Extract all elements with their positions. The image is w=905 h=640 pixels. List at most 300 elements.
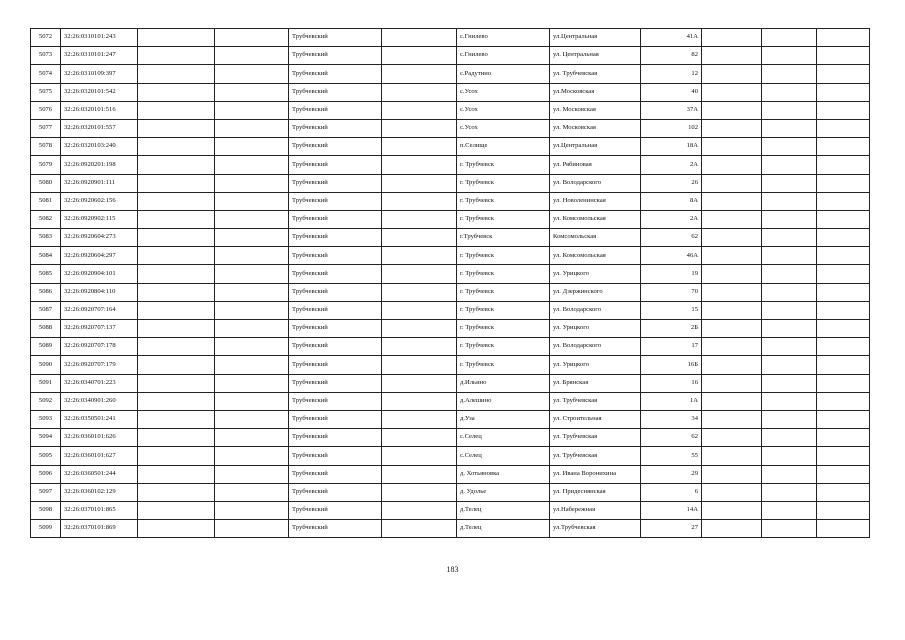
cell-empty xyxy=(762,447,817,465)
table-row xyxy=(31,138,870,156)
cell-street: ул. Московская xyxy=(550,101,641,119)
cell-empty xyxy=(817,101,870,119)
cell-empty xyxy=(702,83,762,101)
cell-street: ул. Дзержинского xyxy=(550,283,641,301)
cell-house-number: 26 xyxy=(641,174,702,192)
cell-empty xyxy=(215,138,289,156)
cell-empty xyxy=(382,301,457,319)
cell-district: Трубчевский xyxy=(289,283,382,301)
cell-empty xyxy=(215,265,289,283)
cell-cadastral-number: 32:26:0920901:111 xyxy=(61,174,138,192)
cell-empty xyxy=(215,47,289,65)
cell-empty xyxy=(382,520,457,538)
cell-district: Трубчевский xyxy=(289,501,382,519)
cell-empty xyxy=(215,192,289,210)
cell-empty xyxy=(138,501,215,519)
cell-row-number: 5087 xyxy=(31,301,61,319)
cell-empty xyxy=(762,320,817,338)
cell-street: ул.Набережная xyxy=(550,501,641,519)
cell-row-number: 5085 xyxy=(31,265,61,283)
cell-empty xyxy=(762,119,817,137)
cell-empty xyxy=(138,283,215,301)
cell-row-number: 5096 xyxy=(31,465,61,483)
cell-empty xyxy=(138,374,215,392)
cell-street: ул. Трубчевская xyxy=(550,429,641,447)
cell-empty xyxy=(382,229,457,247)
cell-cadastral-number: 32:26:0350501:241 xyxy=(61,410,138,428)
cell-empty xyxy=(817,229,870,247)
cell-district: Трубчевский xyxy=(289,83,382,101)
cell-empty xyxy=(138,429,215,447)
cell-cadastral-number: 32:26:0360101:626 xyxy=(61,429,138,447)
cell-empty xyxy=(762,156,817,174)
cell-empty xyxy=(817,447,870,465)
cell-district: Трубчевский xyxy=(289,119,382,137)
table-row xyxy=(31,392,870,410)
cell-empty xyxy=(138,465,215,483)
cell-empty xyxy=(702,374,762,392)
cell-empty xyxy=(382,465,457,483)
cell-house-number: 14А xyxy=(641,501,702,519)
cell-district: Трубчевский xyxy=(289,356,382,374)
cell-empty xyxy=(702,192,762,210)
cell-cadastral-number: 32:26:0360501:244 xyxy=(61,465,138,483)
cell-cadastral-number: 32:26:0920604:273 xyxy=(61,229,138,247)
cell-empty xyxy=(215,338,289,356)
cell-empty xyxy=(138,101,215,119)
cell-empty xyxy=(762,192,817,210)
cell-street: ул. Урицкого xyxy=(550,356,641,374)
cell-empty xyxy=(138,119,215,137)
table-row xyxy=(31,301,870,319)
cell-empty xyxy=(702,465,762,483)
cell-street: ул. Трубчевская xyxy=(550,447,641,465)
cell-empty xyxy=(382,374,457,392)
cell-empty xyxy=(702,301,762,319)
cell-empty xyxy=(138,392,215,410)
cell-empty xyxy=(138,483,215,501)
cell-empty xyxy=(382,410,457,428)
cell-empty xyxy=(762,301,817,319)
cell-empty xyxy=(382,192,457,210)
cell-house-number: 2А xyxy=(641,210,702,228)
cell-empty xyxy=(817,483,870,501)
cell-empty xyxy=(215,283,289,301)
cell-row-number: 5084 xyxy=(31,247,61,265)
cell-empty xyxy=(382,483,457,501)
cell-district: Трубчевский xyxy=(289,174,382,192)
cell-empty xyxy=(817,247,870,265)
cell-empty xyxy=(762,83,817,101)
cell-empty xyxy=(138,338,215,356)
cell-empty xyxy=(702,119,762,137)
cell-empty xyxy=(817,283,870,301)
cell-settlement: с.Усох xyxy=(457,101,550,119)
cell-row-number: 5074 xyxy=(31,65,61,83)
cell-empty xyxy=(382,429,457,447)
cell-street: ул. Трубчевская xyxy=(550,392,641,410)
cell-district: Трубчевский xyxy=(289,138,382,156)
cell-empty xyxy=(382,119,457,137)
cell-empty xyxy=(762,265,817,283)
cell-empty xyxy=(762,429,817,447)
cell-row-number: 5082 xyxy=(31,210,61,228)
cell-empty xyxy=(215,247,289,265)
cell-empty xyxy=(215,210,289,228)
cell-empty xyxy=(382,174,457,192)
cell-cadastral-number: 32:26:0920707:178 xyxy=(61,338,138,356)
cell-empty xyxy=(382,138,457,156)
cell-settlement: г. Трубчевск xyxy=(457,301,550,319)
cell-empty xyxy=(762,210,817,228)
cell-empty xyxy=(138,29,215,47)
cell-empty xyxy=(762,392,817,410)
cell-empty xyxy=(817,47,870,65)
table-row xyxy=(31,447,870,465)
cell-settlement: г. Трубчевск xyxy=(457,338,550,356)
cell-street: ул. Новоленинская xyxy=(550,192,641,210)
table-row xyxy=(31,119,870,137)
cell-row-number: 5073 xyxy=(31,47,61,65)
cell-settlement: д.Телец xyxy=(457,520,550,538)
cell-settlement: с.Селец xyxy=(457,447,550,465)
cell-street: ул. Володарского xyxy=(550,338,641,356)
cell-cadastral-number: 32:26:0310101:243 xyxy=(61,29,138,47)
table-row xyxy=(31,429,870,447)
cell-empty xyxy=(138,247,215,265)
cell-settlement: г. Трубчевск xyxy=(457,156,550,174)
cell-cadastral-number: 32:26:0320101:557 xyxy=(61,119,138,137)
cell-cadastral-number: 32:26:0920201:198 xyxy=(61,156,138,174)
table-row xyxy=(31,265,870,283)
cell-empty xyxy=(138,156,215,174)
cell-empty xyxy=(138,65,215,83)
table-row xyxy=(31,520,870,538)
cell-empty xyxy=(215,429,289,447)
cell-row-number: 5089 xyxy=(31,338,61,356)
cell-house-number: 40 xyxy=(641,83,702,101)
table-body xyxy=(31,29,870,538)
cell-empty xyxy=(215,483,289,501)
cell-empty xyxy=(382,156,457,174)
cell-empty xyxy=(215,356,289,374)
cell-district: Трубчевский xyxy=(289,338,382,356)
cell-empty xyxy=(817,465,870,483)
cell-empty xyxy=(817,192,870,210)
cell-empty xyxy=(382,283,457,301)
cell-settlement: д. Хотьяновка xyxy=(457,465,550,483)
cell-empty xyxy=(382,83,457,101)
cell-empty xyxy=(215,392,289,410)
cell-settlement: г. Трубчевск xyxy=(457,247,550,265)
cell-empty xyxy=(215,65,289,83)
cell-house-number: 16 xyxy=(641,374,702,392)
cell-empty xyxy=(382,265,457,283)
cell-empty xyxy=(215,447,289,465)
cell-empty xyxy=(215,174,289,192)
cell-empty xyxy=(762,174,817,192)
cell-street: ул. Строительная xyxy=(550,410,641,428)
cell-empty xyxy=(817,265,870,283)
table-row xyxy=(31,483,870,501)
cell-empty xyxy=(215,83,289,101)
cell-empty xyxy=(817,138,870,156)
cell-empty xyxy=(817,119,870,137)
cell-empty xyxy=(138,447,215,465)
cell-house-number: 34 xyxy=(641,410,702,428)
cell-street: ул.Трубчевская xyxy=(550,520,641,538)
table-row xyxy=(31,356,870,374)
cell-district: Трубчевский xyxy=(289,101,382,119)
cell-settlement: г. Трубчевск xyxy=(457,210,550,228)
cell-empty xyxy=(382,320,457,338)
table-row xyxy=(31,174,870,192)
cell-empty xyxy=(817,429,870,447)
cell-empty xyxy=(702,247,762,265)
cell-empty xyxy=(702,29,762,47)
cell-empty xyxy=(762,47,817,65)
cell-empty xyxy=(215,520,289,538)
cell-street: ул. Брянская xyxy=(550,374,641,392)
cell-district: Трубчевский xyxy=(289,29,382,47)
cell-empty xyxy=(762,138,817,156)
table-row xyxy=(31,65,870,83)
cell-empty xyxy=(817,65,870,83)
cell-row-number: 5097 xyxy=(31,483,61,501)
cell-house-number: 62 xyxy=(641,429,702,447)
cell-district: Трубчевский xyxy=(289,156,382,174)
cell-empty xyxy=(702,501,762,519)
cell-empty xyxy=(702,483,762,501)
cell-empty xyxy=(762,229,817,247)
table-row xyxy=(31,501,870,519)
cell-cadastral-number: 32:26:0340701:223 xyxy=(61,374,138,392)
cell-empty xyxy=(762,410,817,428)
cell-district: Трубчевский xyxy=(289,410,382,428)
cell-cadastral-number: 32:26:0310109:397 xyxy=(61,65,138,83)
cell-row-number: 5099 xyxy=(31,520,61,538)
cell-house-number: 16Б xyxy=(641,356,702,374)
cell-empty xyxy=(762,465,817,483)
table-row xyxy=(31,192,870,210)
cell-empty xyxy=(215,465,289,483)
cell-empty xyxy=(702,101,762,119)
cell-empty xyxy=(762,65,817,83)
cell-settlement: с.Гнилево xyxy=(457,47,550,65)
cell-cadastral-number: 32:26:0920604:297 xyxy=(61,247,138,265)
cell-district: Трубчевский xyxy=(289,192,382,210)
cell-settlement: с.Усох xyxy=(457,119,550,137)
page-number: 183 xyxy=(446,565,459,574)
cell-house-number: 46А xyxy=(641,247,702,265)
cell-empty xyxy=(138,301,215,319)
cell-row-number: 5095 xyxy=(31,447,61,465)
cell-settlement: с.Усох xyxy=(457,83,550,101)
cell-cadastral-number: 32:26:0370101:865 xyxy=(61,501,138,519)
cell-settlement: д.Телец xyxy=(457,501,550,519)
cell-empty xyxy=(138,520,215,538)
table-row xyxy=(31,83,870,101)
cell-empty xyxy=(382,210,457,228)
cell-street: ул. Рябиновая xyxy=(550,156,641,174)
cell-house-number: 27 xyxy=(641,520,702,538)
cell-street: ул. Володарского xyxy=(550,301,641,319)
table-row xyxy=(31,320,870,338)
cell-street: ул. Трубчевская xyxy=(550,65,641,83)
cell-empty xyxy=(138,83,215,101)
cell-empty xyxy=(702,138,762,156)
cell-settlement: с.Гнилево xyxy=(457,29,550,47)
table-row xyxy=(31,338,870,356)
cell-house-number: 102 xyxy=(641,119,702,137)
cell-empty xyxy=(702,283,762,301)
cell-street: ул. Придеснянская xyxy=(550,483,641,501)
cell-street: ул. Комсомольская xyxy=(550,247,641,265)
cell-empty xyxy=(382,447,457,465)
cell-empty xyxy=(817,410,870,428)
cell-street: ул.Центральная xyxy=(550,29,641,47)
cell-empty xyxy=(138,229,215,247)
cell-street: ул. Комсомольская xyxy=(550,210,641,228)
table-row xyxy=(31,465,870,483)
cell-empty xyxy=(215,229,289,247)
cell-settlement: д.Уза xyxy=(457,410,550,428)
cell-street: ул. Урицкого xyxy=(550,320,641,338)
cell-district: Трубчевский xyxy=(289,520,382,538)
records-table xyxy=(30,28,870,538)
cell-empty xyxy=(138,47,215,65)
cell-empty xyxy=(215,119,289,137)
cell-empty xyxy=(215,301,289,319)
cell-house-number: 17 xyxy=(641,338,702,356)
cell-empty xyxy=(762,483,817,501)
cell-street: ул.Центральная xyxy=(550,138,641,156)
cell-district: Трубчевский xyxy=(289,374,382,392)
cell-empty xyxy=(382,501,457,519)
cell-empty xyxy=(702,229,762,247)
cell-row-number: 5079 xyxy=(31,156,61,174)
cell-cadastral-number: 32:26:0360101:627 xyxy=(61,447,138,465)
cell-street: ул. Центральная xyxy=(550,47,641,65)
cell-empty xyxy=(138,192,215,210)
cell-district: Трубчевский xyxy=(289,429,382,447)
cell-street: ул. Володарского xyxy=(550,174,641,192)
cell-empty xyxy=(702,156,762,174)
cell-street: ул. Урицкого xyxy=(550,265,641,283)
cell-empty xyxy=(138,410,215,428)
cell-house-number: 2А xyxy=(641,156,702,174)
cell-empty xyxy=(382,47,457,65)
cell-empty xyxy=(762,338,817,356)
cell-row-number: 5077 xyxy=(31,119,61,137)
cell-empty xyxy=(702,210,762,228)
cell-empty xyxy=(138,138,215,156)
cell-empty xyxy=(215,101,289,119)
cell-empty xyxy=(762,283,817,301)
cell-cadastral-number: 32:26:0340901:260 xyxy=(61,392,138,410)
cell-empty xyxy=(817,301,870,319)
cell-empty xyxy=(702,447,762,465)
cell-settlement: г. Трубчевск xyxy=(457,356,550,374)
cell-district: Трубчевский xyxy=(289,483,382,501)
cell-empty xyxy=(817,501,870,519)
cell-cadastral-number: 32:26:0320103:240 xyxy=(61,138,138,156)
table-row xyxy=(31,410,870,428)
cell-empty xyxy=(382,65,457,83)
cell-house-number: 37А xyxy=(641,101,702,119)
cell-empty xyxy=(138,356,215,374)
cell-empty xyxy=(382,392,457,410)
cell-empty xyxy=(762,29,817,47)
cell-empty xyxy=(215,501,289,519)
cell-empty xyxy=(762,247,817,265)
cell-empty xyxy=(702,47,762,65)
cell-house-number: 62 xyxy=(641,229,702,247)
cell-row-number: 5091 xyxy=(31,374,61,392)
table-row xyxy=(31,210,870,228)
table-row xyxy=(31,47,870,65)
cell-empty xyxy=(138,174,215,192)
cell-empty xyxy=(215,410,289,428)
cell-house-number: 1А xyxy=(641,392,702,410)
cell-cadastral-number: 32:26:0310101:247 xyxy=(61,47,138,65)
cell-empty xyxy=(138,320,215,338)
cell-house-number: 15 xyxy=(641,301,702,319)
cell-district: Трубчевский xyxy=(289,229,382,247)
cell-row-number: 5081 xyxy=(31,192,61,210)
cell-row-number: 5080 xyxy=(31,174,61,192)
cell-row-number: 5094 xyxy=(31,429,61,447)
cell-empty xyxy=(817,338,870,356)
cell-empty xyxy=(215,374,289,392)
cell-cadastral-number: 32:26:0920707:179 xyxy=(61,356,138,374)
cell-cadastral-number: 32:26:0920602:156 xyxy=(61,192,138,210)
cell-empty xyxy=(215,29,289,47)
cell-empty xyxy=(817,374,870,392)
cell-cadastral-number: 32:26:0370101:869 xyxy=(61,520,138,538)
cell-settlement: с.Радутино xyxy=(457,65,550,83)
cell-district: Трубчевский xyxy=(289,47,382,65)
cell-empty xyxy=(817,174,870,192)
cell-empty xyxy=(702,356,762,374)
table-row xyxy=(31,29,870,47)
cell-cadastral-number: 32:26:0920707:137 xyxy=(61,320,138,338)
cell-house-number: 12 xyxy=(641,65,702,83)
cell-house-number: 8А xyxy=(641,192,702,210)
cell-empty xyxy=(817,210,870,228)
cell-cadastral-number: 32:26:0920902:115 xyxy=(61,210,138,228)
cell-district: Трубчевский xyxy=(289,392,382,410)
cell-settlement: д. Удолье xyxy=(457,483,550,501)
cell-row-number: 5076 xyxy=(31,101,61,119)
cell-district: Трубчевский xyxy=(289,301,382,319)
cell-empty xyxy=(817,356,870,374)
cell-empty xyxy=(215,156,289,174)
cell-row-number: 5090 xyxy=(31,356,61,374)
table-row xyxy=(31,247,870,265)
cell-settlement: д.Ильино xyxy=(457,374,550,392)
cell-house-number: 2Б xyxy=(641,320,702,338)
cell-cadastral-number: 32:26:0920904:101 xyxy=(61,265,138,283)
cell-row-number: 5075 xyxy=(31,83,61,101)
cell-house-number: 55 xyxy=(641,447,702,465)
cell-empty xyxy=(817,392,870,410)
cell-row-number: 5086 xyxy=(31,283,61,301)
cell-district: Трубчевский xyxy=(289,447,382,465)
cell-empty xyxy=(138,265,215,283)
cell-row-number: 5083 xyxy=(31,229,61,247)
cell-settlement: п.Селище xyxy=(457,138,550,156)
